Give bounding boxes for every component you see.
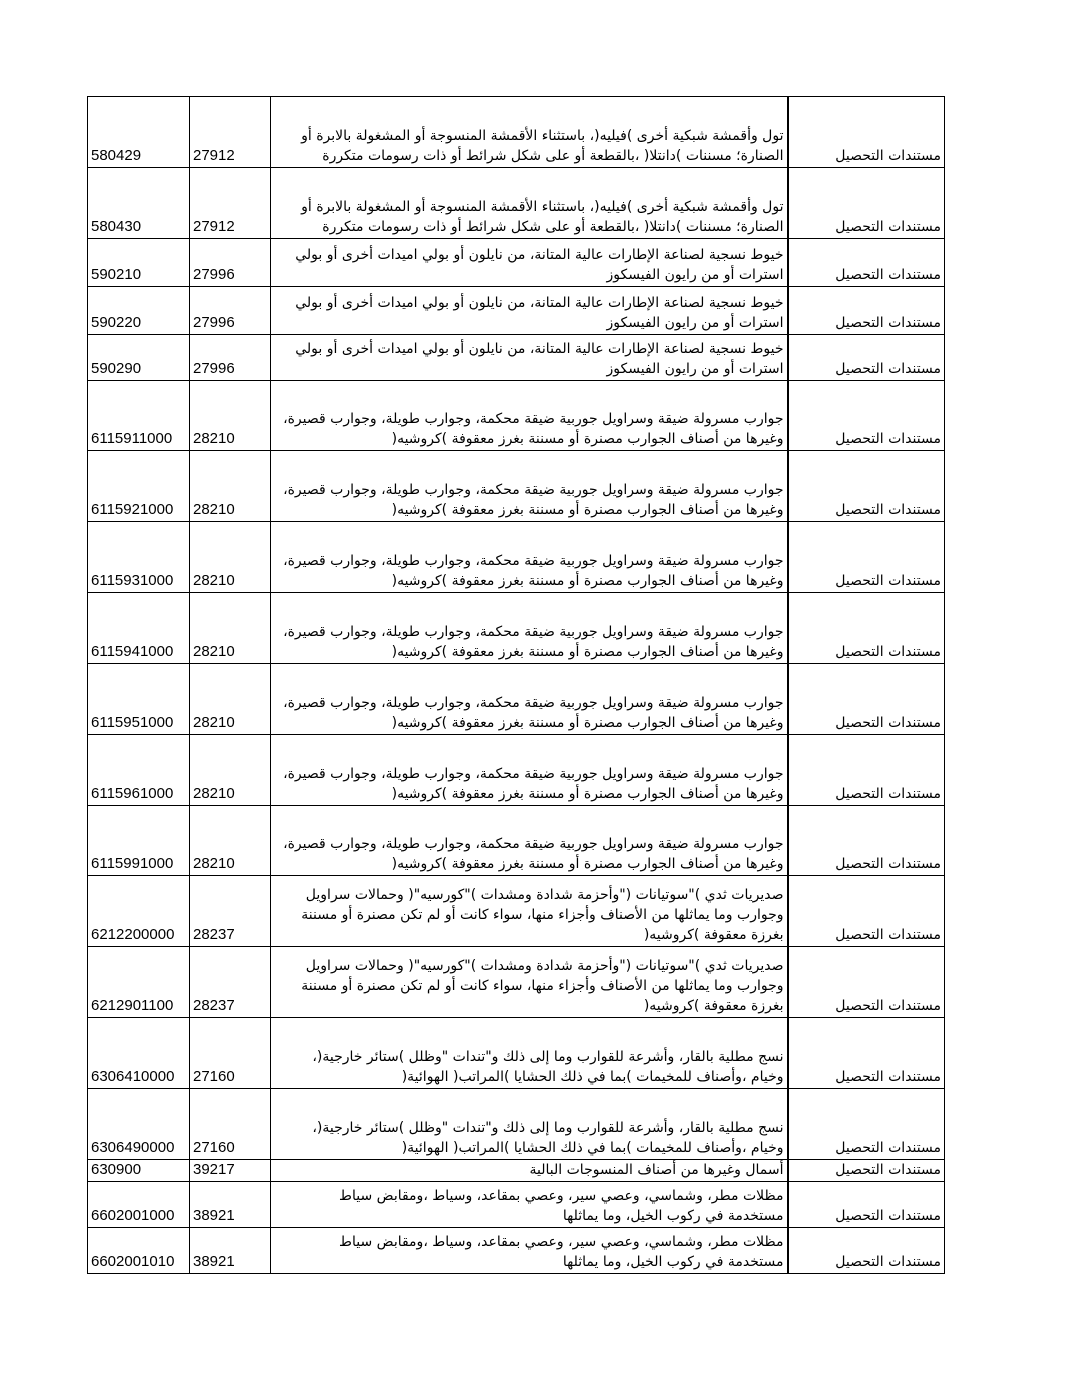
description-cell: خيوط نسجية لصناعة الإطارات عالية المتانة، من نايلون أو بولي اميدات أخرى أو بولي استرات أو من رايون الفيسكوز — [271, 287, 788, 335]
document-type-cell: مستندات التحصيل — [788, 522, 945, 593]
document-type-cell: مستندات التحصيل — [788, 287, 945, 335]
reference-number-cell: 28210 — [190, 806, 271, 876]
table-row — [88, 1089, 945, 1160]
document-type-cell: مستندات التحصيل — [788, 1018, 945, 1089]
description-cell: خيوط نسجية لصناعة الإطارات عالية المتانة، من نايلون أو بولي اميدات أخرى أو بولي استرات أو من رايون الفيسكوز — [271, 239, 788, 287]
document-type-cell: مستندات التحصيل — [788, 335, 945, 381]
reference-number-cell: 28210 — [190, 664, 271, 735]
table-row — [88, 947, 945, 1018]
table-row — [88, 1182, 945, 1228]
document-type-cell: مستندات التحصيل — [788, 1160, 945, 1182]
table-row — [88, 451, 945, 522]
description-cell: جوارب مسرولة ضيقة وسراويل جوربية ضيقة محكمة، وجوارب طويلة، وجوارب قصيرة، وغيرها من أصناف الجوارب مصنرة أو مسننة بغرز معقوفة )كروشيه( — [271, 522, 788, 593]
description-cell: مظلات مطر، وشماسي، وعصي سير، وعصي بمقاعد، وسياط ،ومقابض سياط مستخدمة في ركوب الخيل، وما يماثلها — [271, 1228, 788, 1274]
reference-number-cell: 27996 — [190, 335, 271, 381]
hs-code-cell: 590290 — [88, 335, 190, 381]
description-cell: جوارب مسرولة ضيقة وسراويل جوربية ضيقة محكمة، وجوارب طويلة، وجوارب قصيرة، وغيرها من أصناف الجوارب مصنرة أو مسننة بغرز معقوفة )كروشيه( — [271, 381, 788, 451]
description-cell: جوارب مسرولة ضيقة وسراويل جوربية ضيقة محكمة، وجوارب طويلة، وجوارب قصيرة، وغيرها من أصناف الجوارب مصنرة أو مسننة بغرز معقوفة )كروشيه( — [271, 664, 788, 735]
document-type-cell: مستندات التحصيل — [788, 947, 945, 1018]
description-cell: جوارب مسرولة ضيقة وسراويل جوربية ضيقة محكمة، وجوارب طويلة، وجوارب قصيرة، وغيرها من أصناف الجوارب مصنرة أو مسننة بغرز معقوفة )كروشيه( — [271, 593, 788, 664]
document-type-cell: مستندات التحصيل — [788, 381, 945, 451]
reference-number-cell: 28237 — [190, 876, 271, 947]
reference-number-cell: 28210 — [190, 735, 271, 806]
table-row — [88, 287, 945, 335]
reference-number-cell: 27912 — [190, 168, 271, 239]
hs-code-cell: 630900 — [88, 1160, 190, 1182]
description-cell: مظلات مطر، وشماسي، وعصي سير، وعصي بمقاعد، وسياط ،ومقابض سياط مستخدمة في ركوب الخيل، وما يماثلها — [271, 1182, 788, 1228]
document-type-cell: مستندات التحصيل — [788, 876, 945, 947]
document-type-cell: مستندات التحصيل — [788, 168, 945, 239]
hs-code-cell: 590220 — [88, 287, 190, 335]
document-type-cell: مستندات التحصيل — [788, 1228, 945, 1274]
description-cell: جوارب مسرولة ضيقة وسراويل جوربية ضيقة محكمة، وجوارب طويلة، وجوارب قصيرة، وغيرها من أصناف الجوارب مصنرة أو مسننة بغرز معقوفة )كروشيه( — [271, 806, 788, 876]
hs-code-cell: 6115991000 — [88, 806, 190, 876]
reference-number-cell: 28237 — [190, 947, 271, 1018]
reference-number-cell: 28210 — [190, 451, 271, 522]
hs-code-cell: 6115921000 — [88, 451, 190, 522]
hs-code-cell: 6306410000 — [88, 1018, 190, 1089]
table-row — [88, 735, 945, 806]
document-type-cell: مستندات التحصيل — [788, 593, 945, 664]
hs-code-cell: 580429 — [88, 97, 190, 168]
reference-number-cell: 27996 — [190, 287, 271, 335]
hs-code-cell: 590210 — [88, 239, 190, 287]
reference-number-cell: 38921 — [190, 1182, 271, 1228]
table-row — [88, 1018, 945, 1089]
tariff-table-body — [88, 97, 945, 1274]
hs-code-cell: 6212901100 — [88, 947, 190, 1018]
reference-number-cell: 28210 — [190, 381, 271, 451]
reference-number-cell: 38921 — [190, 1228, 271, 1274]
description-cell: تول وأقمشة شبكية أخرى )فيليه(، باستثناء الأقمشة المنسوجة أو المشغولة بالابرة أو الصنارة؛ مسننات )دانتلا( ،بالقطعة أو على شكل شرائط أو ذات رسومات متكررة — [271, 168, 788, 239]
reference-number-cell: 27160 — [190, 1018, 271, 1089]
document-type-cell: مستندات التحصيل — [788, 1089, 945, 1160]
reference-number-cell: 27996 — [190, 239, 271, 287]
table-row — [88, 806, 945, 876]
document-type-cell: مستندات التحصيل — [788, 664, 945, 735]
reference-number-cell: 28210 — [190, 522, 271, 593]
hs-code-cell: 6602001000 — [88, 1182, 190, 1228]
table-row — [88, 593, 945, 664]
table-row — [88, 335, 945, 381]
reference-number-cell: 27912 — [190, 97, 271, 168]
description-cell: أسمال وغيرها من أصناف المنسوجات البالية — [271, 1160, 788, 1182]
reference-number-cell: 27160 — [190, 1089, 271, 1160]
document-type-cell: مستندات التحصيل — [788, 735, 945, 806]
hs-code-cell: 6115911000 — [88, 381, 190, 451]
hs-code-cell: 6115931000 — [88, 522, 190, 593]
description-cell: صديريات ثدي )"سوتيانات ("وأحزمة شدادة ومشدات )"كورسيه"( وحمالات سراويل وجوارب وما يماثلها من الأصناف وأجزاء منها، سواء كانت أو لم تكن مصنرة أو مسننة بغرزة معقوفة )كروشيه( — [271, 876, 788, 947]
reference-number-cell: 39217 — [190, 1160, 271, 1182]
table-row — [88, 97, 945, 168]
document-type-cell: مستندات التحصيل — [788, 451, 945, 522]
description-cell: تول وأقمشة شبكية أخرى )فيليه(، باستثناء الأقمشة المنسوجة أو المشغولة بالابرة أو الصنارة؛ مسننات )دانتلا( ،بالقطعة أو على شكل شرائط أو ذات رسومات متكررة — [271, 97, 788, 168]
document-type-cell: مستندات التحصيل — [788, 806, 945, 876]
document-type-cell: مستندات التحصيل — [788, 1182, 945, 1228]
description-cell: جوارب مسرولة ضيقة وسراويل جوربية ضيقة محكمة، وجوارب طويلة، وجوارب قصيرة، وغيرها من أصناف الجوارب مصنرة أو مسننة بغرز معقوفة )كروشيه( — [271, 735, 788, 806]
hs-code-cell: 6306490000 — [88, 1089, 190, 1160]
hs-code-cell: 6115961000 — [88, 735, 190, 806]
hs-code-cell: 6115941000 — [88, 593, 190, 664]
table-row — [88, 876, 945, 947]
document-type-cell: مستندات التحصيل — [788, 97, 945, 168]
description-cell: صديريات ثدي )"سوتيانات ("وأحزمة شدادة ومشدات )"كورسيه"( وحمالات سراويل وجوارب وما يماثلها من الأصناف وأجزاء منها، سواء كانت أو لم تكن مصنرة أو مسننة بغرزة معقوفة )كروشيه( — [271, 947, 788, 1018]
table-row — [88, 239, 945, 287]
description-cell: نسج مطلية بالقار، وأشرعة للقوارب وما إلى ذلك و"تندات "وظلل )ستائر خارجية(، وخيام ،وأصناف للمخيمات )بما في ذلك الحشايا )المراتب( الهوائية( — [271, 1089, 788, 1160]
hs-code-cell: 6115951000 — [88, 664, 190, 735]
table-row — [88, 1160, 945, 1182]
description-cell: جوارب مسرولة ضيقة وسراويل جوربية ضيقة محكمة، وجوارب طويلة، وجوارب قصيرة، وغيرها من أصناف الجوارب مصنرة أو مسننة بغرز معقوفة )كروشيه( — [271, 451, 788, 522]
hs-code-cell: 6602001010 — [88, 1228, 190, 1274]
table-row — [88, 522, 945, 593]
reference-number-cell: 28210 — [190, 593, 271, 664]
description-cell: نسج مطلية بالقار، وأشرعة للقوارب وما إلى ذلك و"تندات "وظلل )ستائر خارجية(، وخيام ،وأصناف للمخيمات )بما في ذلك الحشايا )المراتب( الهوائية( — [271, 1018, 788, 1089]
hs-code-cell: 6212200000 — [88, 876, 190, 947]
hs-code-cell: 580430 — [88, 168, 190, 239]
table-row — [88, 664, 945, 735]
table-row — [88, 1228, 945, 1274]
table-row — [88, 381, 945, 451]
description-cell: خيوط نسجية لصناعة الإطارات عالية المتانة، من نايلون أو بولي اميدات أخرى أو بولي استرات أو من رايون الفيسكوز — [271, 335, 788, 381]
document-type-cell: مستندات التحصيل — [788, 239, 945, 287]
table-row — [88, 168, 945, 239]
tariff-table — [87, 96, 945, 1274]
